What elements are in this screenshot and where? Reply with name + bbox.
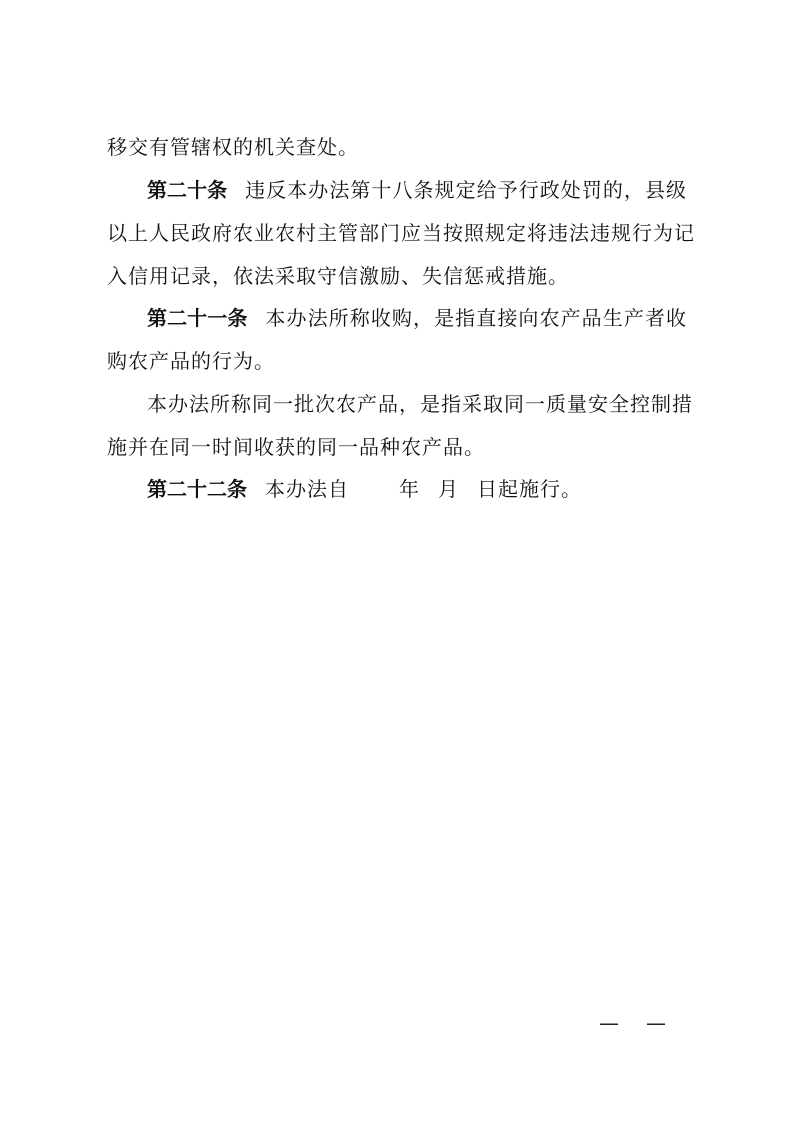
article-21-para-2-line-2 xyxy=(107,432,687,462)
article-21-para-2-text-2: 施并在同一时间收获的同一品种农产品。 xyxy=(107,435,485,459)
article-22-heading: 第二十二条 xyxy=(147,477,247,501)
page-marker-right-dash: — xyxy=(646,1011,666,1035)
article-20-text-2: 以上人民政府农业农村主管部门应当按照规定将违法违规行为记 xyxy=(107,221,695,245)
article-22-text-before-year: 本办法自 xyxy=(265,477,349,501)
article-20-line-3 xyxy=(107,261,687,291)
article-21-text-1: 本办法所称收购，是指直接向农产品生产者收 xyxy=(265,306,688,330)
article-21-line-2 xyxy=(107,346,687,376)
article-20-heading: 第二十条 xyxy=(147,178,228,202)
continuation-text: 移交有管辖权的机关查处。 xyxy=(107,135,359,159)
article-21-para-2-text-1: 本办法所称同一批次农产品，是指采取同一质量安全控制措 xyxy=(147,392,693,416)
month-label: 月 xyxy=(438,477,459,501)
article-20-text-3: 入信用记录，依法采取守信激励、失信惩戒措施。 xyxy=(107,264,569,288)
article-22-line-1 xyxy=(147,474,687,504)
article-21-line-1 xyxy=(147,303,687,333)
article-20-line-2 xyxy=(107,218,695,248)
continuation-line xyxy=(107,132,687,162)
article-20-text-1: 违反本办法第十八条规定给予行政处罚的，县级 xyxy=(245,178,688,202)
article-20-line-1 xyxy=(147,175,687,205)
page-marker-left-dash: — xyxy=(599,1011,619,1035)
year-label: 年 xyxy=(399,477,420,501)
article-21-para-2-line-1 xyxy=(147,389,693,419)
article-21-heading: 第二十一条 xyxy=(147,306,248,330)
article-21-text-2: 购农产品的行为。 xyxy=(107,349,275,373)
day-suffix: 日起施行。 xyxy=(477,477,582,501)
